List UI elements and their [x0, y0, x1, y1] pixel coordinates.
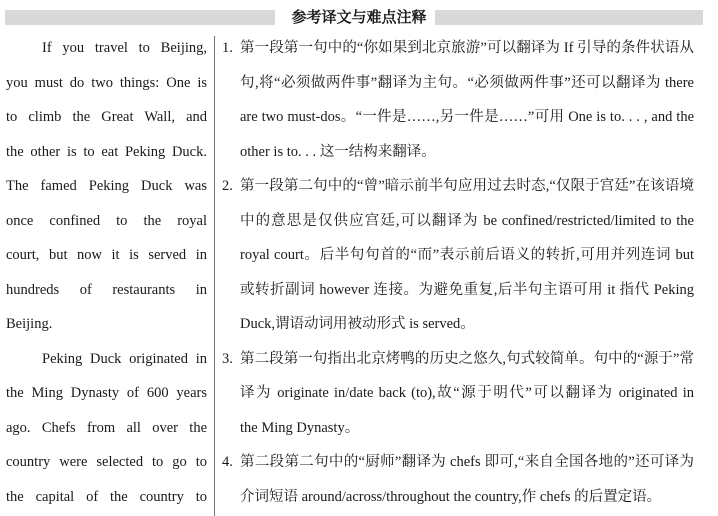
note-number: 4. — [222, 454, 233, 470]
note-text: royal court。后半句句首的“而”表示前后语义的转折,可用并列连词 but — [240, 247, 694, 263]
translation-line: the other is to eat Peking Duck. — [6, 143, 207, 160]
note-text: other is to. . . 这一结构来翻译。 — [240, 143, 436, 160]
translation-line: once confined to the royal — [6, 212, 207, 229]
note-line — [222, 66, 694, 101]
translation-line: country were selected to go to — [6, 454, 207, 470]
note-line — [222, 100, 694, 135]
note-line — [222, 376, 694, 411]
note-line — [222, 411, 694, 446]
note-number: 2. — [222, 178, 233, 194]
note-line — [222, 480, 694, 515]
note-text: the Ming Dynasty。 — [240, 419, 360, 436]
translation-line: the Ming Dynasty of 600 years — [6, 385, 207, 401]
translation-line: ago. Chefs from all over the — [6, 419, 207, 436]
note-line — [222, 31, 694, 66]
translation-column — [6, 31, 207, 514]
translation-line: hundreds of restaurants in — [6, 281, 207, 298]
column-divider — [214, 36, 215, 516]
note-number: 3. — [222, 350, 233, 367]
note-text: 句,将“必须做两件事”翻译为主句。“必须做两件事”还可以翻译为 there — [240, 74, 694, 91]
note-text: 第二段第二句中的“厨师”翻译为 chefs 即可,“来自全国各地的”还可译为 — [240, 454, 694, 470]
note-line — [222, 445, 694, 480]
translation-line: Beijing. — [6, 316, 53, 332]
note-line — [222, 273, 694, 308]
translation-line: to climb the Great Wall, and — [6, 109, 207, 125]
translation-line: court, but now it is served in — [6, 247, 207, 263]
note-text: 或转折副词 however 连接。为避免重复,后半句主语可用 it 指代 Peking — [240, 281, 694, 298]
translation-line: The famed Peking Duck was — [6, 178, 207, 194]
translation-line: you must do two things: One is — [6, 74, 207, 91]
note-text: 第一段第一句中的“你如果到北京旅游”可以翻译为 If 引导的条件状语从 — [240, 40, 694, 56]
note-text: 介词短语 around/across/throughout the country,作 chefs 的后置定语。 — [240, 488, 662, 505]
section-title: 参考译文与难点注释 — [0, 6, 718, 28]
notes-column — [222, 31, 694, 514]
note-text: 第二段第一句指出北京烤鸭的历史之悠久,句式较简单。句中的“源于”常 — [240, 350, 694, 367]
note-line — [222, 204, 694, 239]
note-text: 中的意思是仅供应宫廷,可以翻译为 be confined/restricted/limited to the — [240, 212, 694, 229]
note-number: 1. — [222, 40, 233, 56]
translation-line: If you travel to Beijing, — [42, 40, 207, 56]
note-line — [222, 342, 694, 377]
note-text: 第一段第二句中的“曾”暗示前半句应用过去时态,“仅限于宫廷”在该语境 — [240, 178, 694, 194]
note-text: Duck,谓语动词用被动形式 is served。 — [240, 316, 475, 332]
translation-line: Peking Duck originated in — [42, 350, 207, 367]
note-text: are two must-dos。“一件是……,另一件是……”可用 One is to. . . , and the — [240, 109, 694, 125]
note-text: 译为 originate in/date back (to),故“源于明代”可以翻译为 originated in — [240, 385, 694, 401]
translation-line: the capital of the country to — [6, 488, 207, 505]
note-line — [222, 307, 694, 342]
note-line — [222, 169, 694, 204]
note-line — [222, 135, 694, 170]
note-line — [222, 238, 694, 273]
